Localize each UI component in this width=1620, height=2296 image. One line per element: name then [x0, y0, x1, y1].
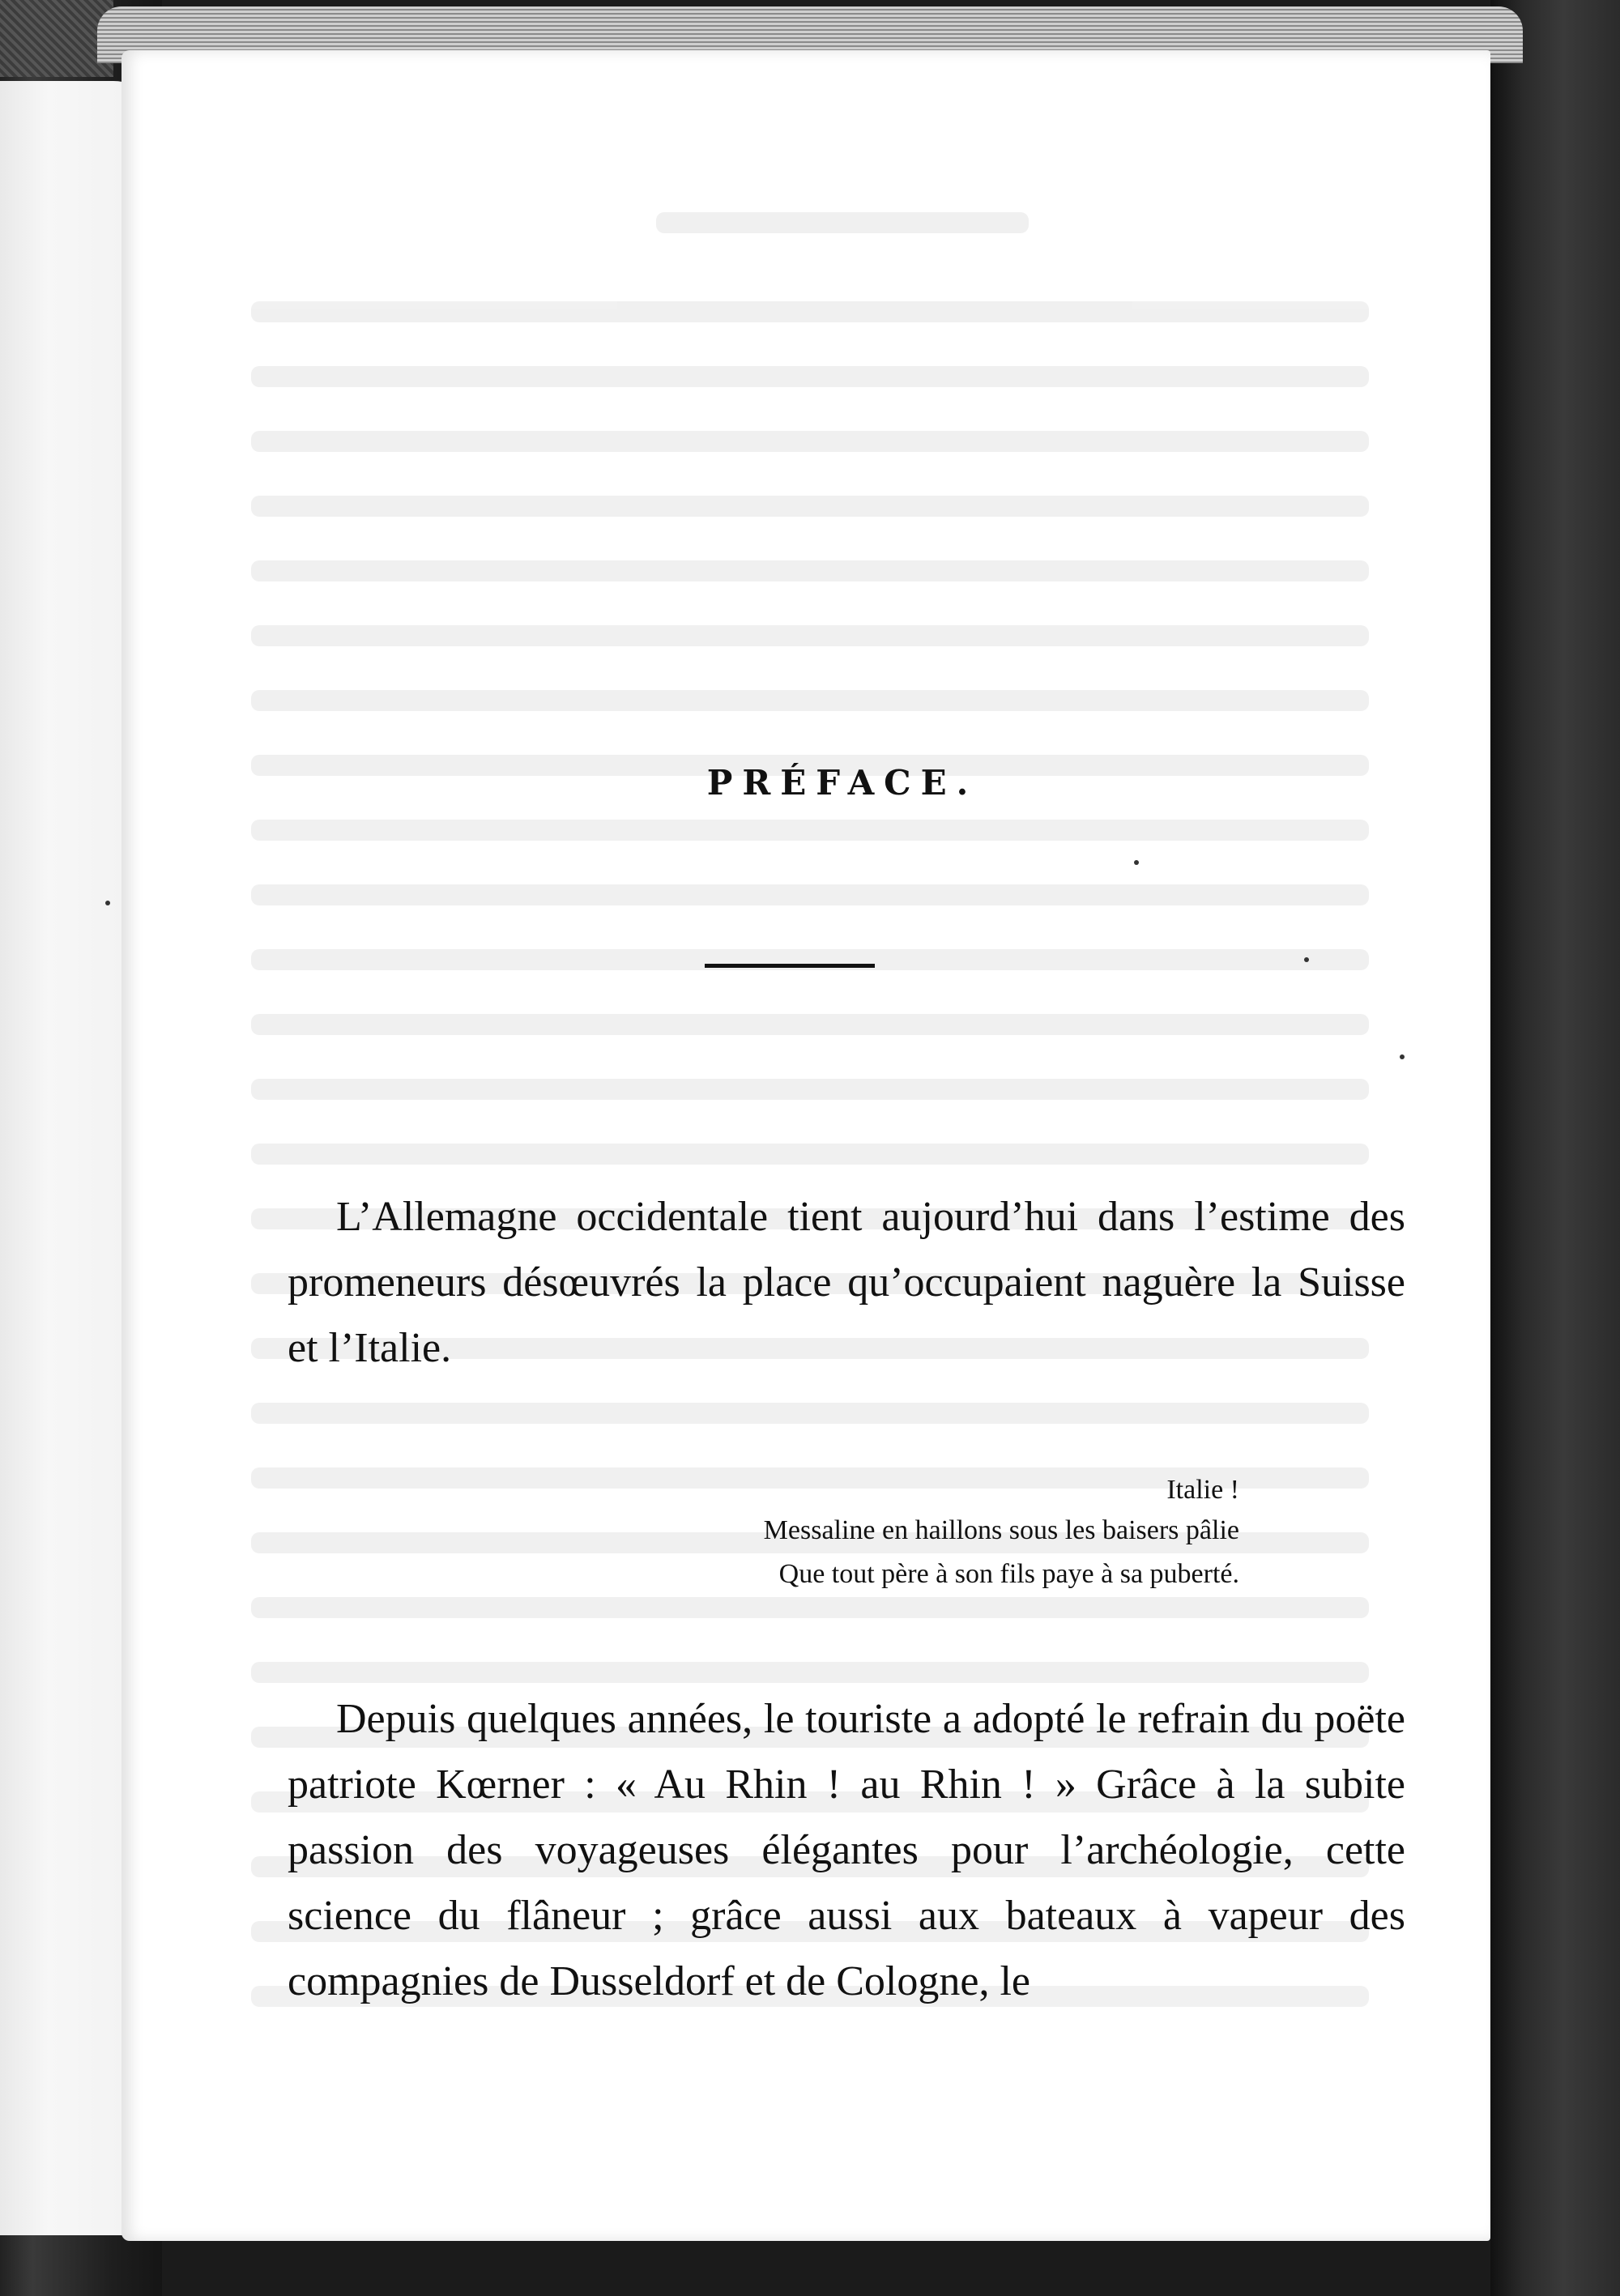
speck [1400, 1054, 1405, 1059]
verse-line-2: Messaline en haillons sous les baisers pâlie [763, 1515, 1239, 1545]
speck [105, 901, 110, 905]
binding-cloth [0, 0, 113, 77]
verse-line-1: Italie ! [1166, 1475, 1239, 1505]
book-page [122, 50, 1490, 2241]
paragraph-2: Depuis quelques années, le touriste a adopté le refrain du poëte patriote Kœrner : « Au Rhin ! au Rhin ! » Grâce à la subite passion des voyageuses élégantes pour l’archéologie, cette science du flâneur ; grâce aussi aux bateaux à vapeur des compagnies de Dusseldorf et de Cologne, le [288, 1696, 1405, 2004]
paragraph-1: L’Allemagne occidentale tient aujourd’hui dans l’estime des promeneurs désœuvrés la place qu’occupaient naguère la Suisse et l’Italie. [288, 1194, 1405, 1371]
speck [1304, 957, 1309, 962]
book-cover-edge [1490, 0, 1620, 2296]
speck [1134, 860, 1139, 865]
title-rule [705, 964, 875, 968]
page-title: PRÉFACE. [706, 763, 978, 803]
verse-line-3: Que tout père à son fils paye à sa puberté. [778, 1559, 1239, 1589]
